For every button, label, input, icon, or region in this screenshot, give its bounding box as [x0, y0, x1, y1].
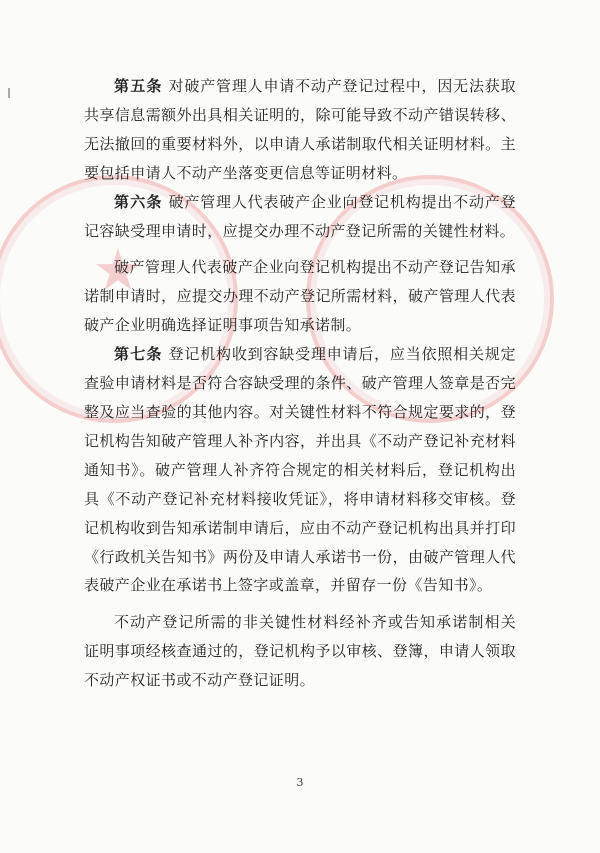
- article-text: 登记机构收到容缺受理申请后，应当依照相关规定查验申请材料是否符合容缺受理的条件、破产管理人签章是否完整及应当查验的其他内容。对关键性材料不符合规定要求的，登记机构告知破产管理人补齐内容，并出具《不动产登记补充材料通知书》。破产管理人补齐符合规定的相关材料后，登记机构出具《不动产登记补充材料接收凭证》，将申请材料移交审核。登记机构收到告知承诺制申请后，应由不动产登记机构出具并打印《行政机关告知书》两份及申请人承诺书一份，由破产管理人代表破产企业在承诺书上签字或盖章，并留存一份《告知书》。: [84, 345, 516, 595]
- body-text: [84, 72, 516, 695]
- article-paragraph: [84, 72, 516, 188]
- binding-mark: [8, 88, 10, 98]
- article-text: 破产管理人代表破产企业向登记机构提出不动产登记告知承诺制申请时，应提交办理不动产登记所需材料，破产管理人代表破产企业明确选择证明事项告知承诺制。: [84, 258, 516, 335]
- article-lead: 第六条: [114, 192, 163, 211]
- article-text: 对破产管理人申请不动产登记过程中，因无法获取共享信息需额外出具相关证明的，除可能导致不动产错误转移、无法撤回的重要材料外，以申请人承诺制取代相关证明材料。主要包括申请人不动产坐落变更信息等证明材料。: [84, 77, 516, 182]
- article-lead: 第七条: [114, 345, 163, 364]
- article-paragraph: [84, 253, 516, 340]
- article-paragraph: [84, 340, 516, 600]
- article-text: 破产管理人代表破产企业向登记机构提出不动产登记容缺受理申请时，应提交办理不动产登记所需的关键性材料。: [84, 192, 516, 240]
- article-text: 不动产登记所需的非关键性材料经补齐或告知承诺制相关 证明事项经核查通过的，登记机构予以审核、登簿，申请人领取不动产权证书或不动产登记证明。: [84, 613, 516, 690]
- page-number: 3: [296, 776, 304, 789]
- article-lead: 第五条: [114, 77, 163, 95]
- article-paragraph: [84, 608, 516, 695]
- article-paragraph: [84, 188, 516, 246]
